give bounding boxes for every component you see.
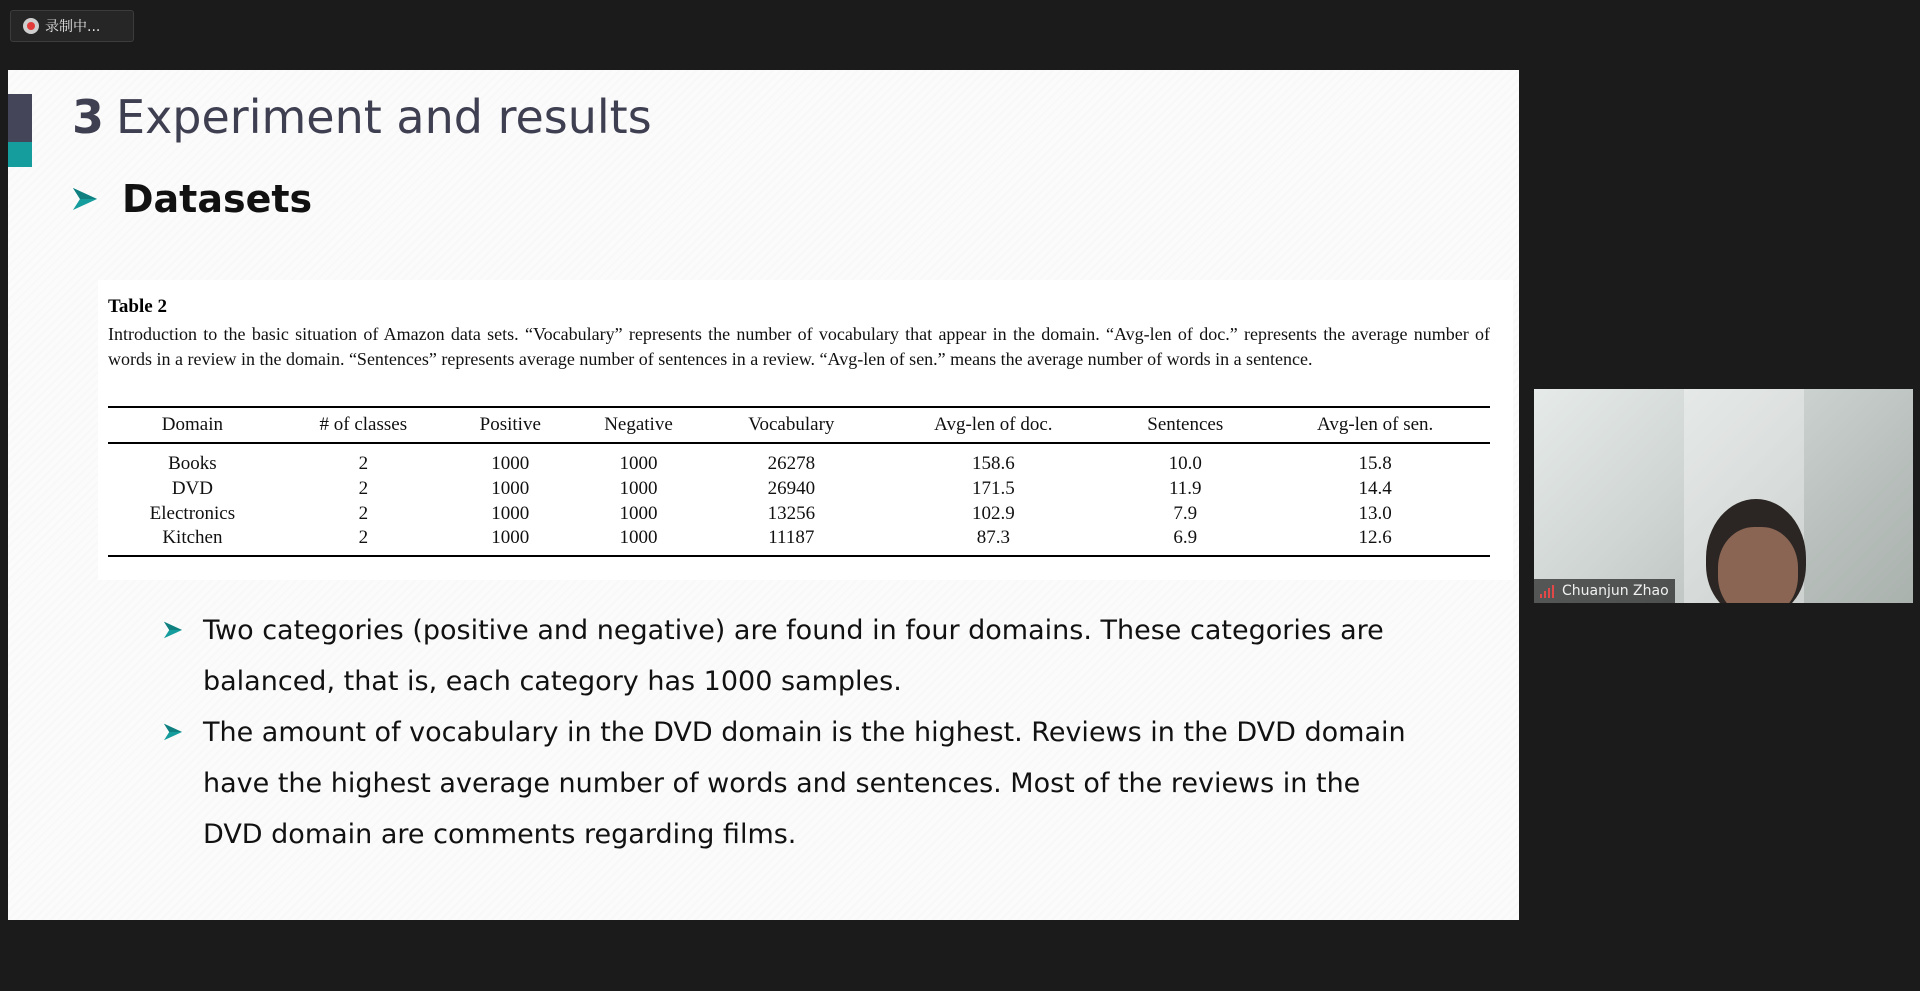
title-accent-bar-teal xyxy=(8,142,32,167)
slide-title-number: 3 xyxy=(72,90,105,144)
table-cell: 2 xyxy=(358,453,369,474)
table-header-cell: Sentences xyxy=(1110,407,1260,443)
table-caption-title: Table 2 xyxy=(108,296,167,317)
table-cell: 15.8 xyxy=(1358,453,1392,474)
table-cell: 26940 xyxy=(767,477,816,499)
table-cell: 1000 xyxy=(450,526,571,556)
section-heading xyxy=(72,177,313,221)
table-row xyxy=(108,501,1490,526)
table-cell: 1000 xyxy=(619,453,658,474)
table-header-cell: Vocabulary xyxy=(706,407,876,443)
table-cell: 13.0 xyxy=(1358,502,1392,524)
section-label: Datasets xyxy=(122,177,313,221)
list-item xyxy=(163,605,1423,707)
table-cell: 10.0 xyxy=(1168,453,1202,474)
arrow-bullet-icon xyxy=(163,621,183,639)
table-cell: 1000 xyxy=(491,477,530,499)
participant-video-face xyxy=(1718,527,1798,603)
table-cell: 1000 xyxy=(619,477,658,499)
table-header-cell: Avg-len of doc. xyxy=(876,407,1110,443)
table-image xyxy=(98,280,1513,580)
table-cell: 7.9 xyxy=(1173,502,1198,524)
table-header-cell: Positive xyxy=(450,407,571,443)
table-cell: Books xyxy=(168,453,217,474)
table-cell: 171.5 xyxy=(971,477,1015,499)
bullet-text: The amount of vocabulary in the DVD domain is the highest. Reviews in the DVD domain have the highest average number of words and sentences. Most of the reviews in the DVD domain are comments regarding films. xyxy=(203,717,1406,850)
dataset-table xyxy=(108,406,1490,557)
list-item xyxy=(163,707,1423,860)
record-icon xyxy=(23,18,39,34)
table-cell: Electronics xyxy=(149,502,236,524)
bullet-list xyxy=(163,605,1423,860)
table-header-row xyxy=(108,407,1490,443)
bullet-text: Two categories (positive and negative) are found in four domains. These categories are balanced, that is, each category has 1000 samples. xyxy=(203,615,1384,697)
table-cell: 13256 xyxy=(767,502,816,524)
table-cell: 2 xyxy=(277,526,450,556)
table-cell: 12.6 xyxy=(1260,526,1490,556)
title-accent-bar xyxy=(8,94,32,142)
table-row xyxy=(108,526,1490,556)
table-cell: 26278 xyxy=(767,453,816,474)
table-header-cell: # of classes xyxy=(277,407,450,443)
table-cell: Kitchen xyxy=(108,526,277,556)
participant-video-tile[interactable] xyxy=(1534,389,1913,603)
table-cell: 2 xyxy=(358,502,369,524)
table-cell: 14.4 xyxy=(1358,477,1392,499)
participant-name: Chuanjun Zhao xyxy=(1562,583,1669,599)
recording-indicator[interactable] xyxy=(10,10,134,42)
participant-name-badge xyxy=(1534,579,1675,603)
table-cell: 6.9 xyxy=(1110,526,1260,556)
arrow-bullet-icon xyxy=(163,723,183,741)
arrow-bullet-icon xyxy=(72,187,98,211)
table-row xyxy=(108,443,1490,476)
recording-label: 录制中... xyxy=(45,19,101,35)
slide-title xyxy=(72,90,652,144)
table-cell: DVD xyxy=(171,477,213,499)
table-cell: 87.3 xyxy=(876,526,1110,556)
table-header-cell: Avg-len of sen. xyxy=(1260,407,1490,443)
table-caption-text: Introduction to the basic situation of Amazon data sets. “Vocabulary” represents the number of vocabulary that appear in the domain. “Avg-len of doc.” represents the average number of words in a review in the domain. “Sentences” represents average number of sentences in a review. “Avg-len of sen.” means the average number of words in a sentence. xyxy=(108,324,1490,369)
table-cell: 1000 xyxy=(571,526,706,556)
table-header-cell: Domain xyxy=(108,407,277,443)
table-cell: 158.6 xyxy=(971,453,1015,474)
slide-title-text: Experiment and results xyxy=(116,90,652,144)
table-cell: 11.9 xyxy=(1169,477,1202,499)
table-row xyxy=(108,476,1490,501)
table-cell: 11187 xyxy=(706,526,876,556)
table-header-cell: Negative xyxy=(571,407,706,443)
shared-slide xyxy=(8,70,1519,920)
table-cell: 1000 xyxy=(491,502,530,524)
table-cell: 1000 xyxy=(619,502,658,524)
table-cell: 1000 xyxy=(491,453,530,474)
signal-strength-icon xyxy=(1540,584,1556,598)
table-cell: 2 xyxy=(358,477,369,499)
table-cell: 102.9 xyxy=(971,502,1015,524)
